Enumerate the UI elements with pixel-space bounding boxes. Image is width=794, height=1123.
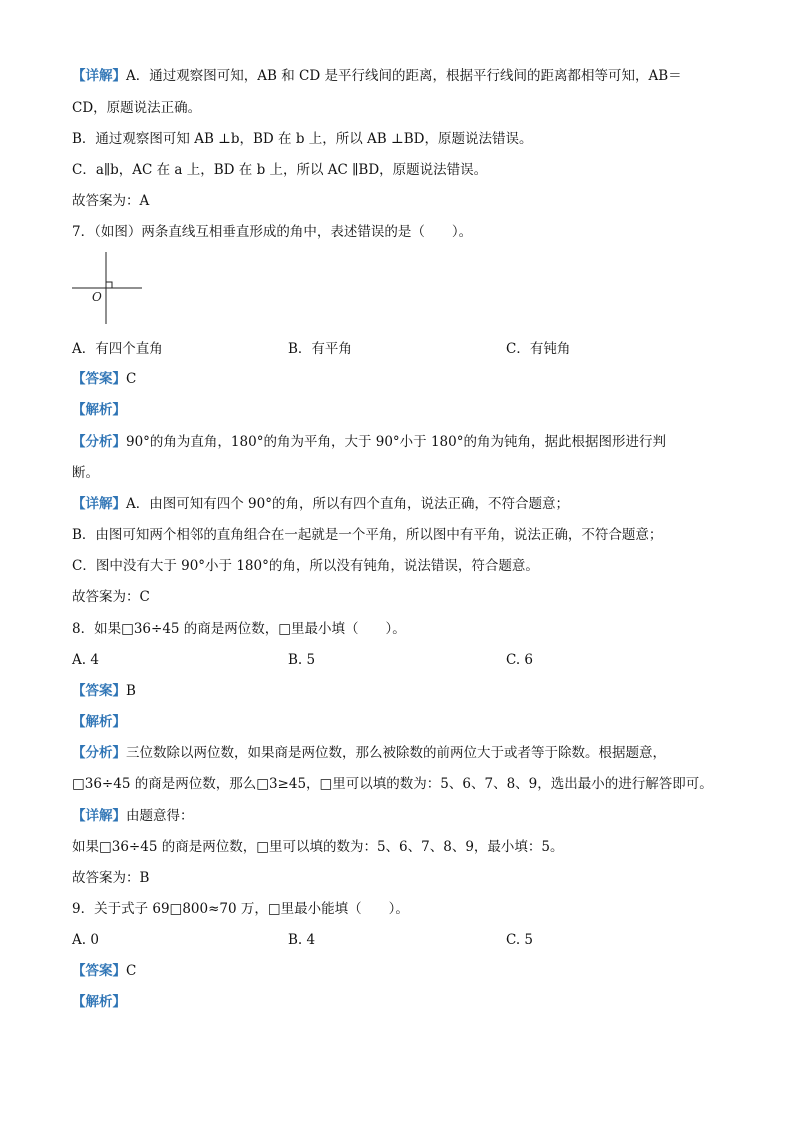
point-o-label: O [92,290,102,304]
q7-analysis-line-1: 【分析】90°的角为直角，180°的角为平角，大于 90°小于 180°的角为钝角，据此根据图形进行判 [72,434,666,450]
q8-option-a: A. 4 [72,652,99,668]
right-angle-mark [106,282,112,288]
q7-answer: 【答案】C [72,371,137,387]
q7-detail-line-2: B．由图可知两个相邻的直角组合在一起就是一个平角，所以图中有平角，说法正确，不符合题意； [72,527,663,543]
q9-option-c: C. 5 [506,932,534,948]
q8-analysis-line-1: 【分析】三位数除以两位数，如果商是两位数，那么被除数的前两位大于或者等于除数。根据题意， [72,745,666,761]
q6-detail-line-1: 【详解】A．通过观察图可知，AB 和 CD 是平行线间的距离，根据平行线间的距离都相等可知，AB＝ [72,68,682,84]
q9-option-b: B. 4 [288,932,316,948]
q7-option-c: C．有钝角 [506,341,571,357]
q7-analysis-line-2: 断。 [72,465,99,481]
q7-option-a: A．有四个直角 [72,341,163,357]
q8-analysis-line-2: □36÷45 的商是两位数，那么□3≥45，□里可以填的数为：5、6、7、8、9，选出最小的进行解答即可。 [72,776,713,792]
q8-analysis-tag: 【解析】 [72,714,126,730]
q9-analysis-tag: 【解析】 [72,994,126,1010]
q7-option-b: B．有平角 [288,341,352,357]
q8-answer: 【答案】B [72,683,136,699]
q8-option-b: B. 5 [288,652,316,668]
q8-detail-line-1: 【详解】由题意得： [72,808,194,824]
q7-detail-line-1: 【详解】A．由图可知有四个 90°的角，所以有四个直角，说法正确，不符合题意； [72,496,569,512]
detail-tag: 【详解】 [72,68,126,84]
q9-question: 9．关于式子 69□800≈70 万，□里最小能填（ ）。 [72,901,409,917]
q9-answer: 【答案】C [72,963,137,979]
q8-question: 8．如果□36÷45 的商是两位数，□里最小填（ ）。 [72,621,406,637]
q6-detail-line-2: CD，原题说法正确。 [72,100,202,116]
q8-answer-summary: 故答案为：B [72,870,150,886]
q6-detail-line-4: C．a∥b，AC 在 a 上，BD 在 b 上，所以 AC ∥BD，原题说法错误。 [72,162,488,178]
q9-option-a: A. 0 [72,932,99,948]
q8-option-c: C. 6 [506,652,534,668]
q6-detail-line-3: B．通过观察图可知 AB ⊥b，BD 在 b 上，所以 AB ⊥BD，原题说法错误。 [72,131,533,147]
q8-detail-line-2: 如果□36÷45 的商是两位数，□里可以填的数为：5、6、7、8、9，最小填：5。 [72,839,564,855]
q7-detail-line-3: C．图中没有大于 90°小于 180°的角，所以没有钝角，说法错误，符合题意。 [72,558,539,574]
q7-answer-summary: 故答案为：C [72,589,150,605]
q6-answer-summary: 故答案为：A [72,193,150,209]
q7-analysis-tag: 【解析】 [72,402,126,418]
q7-question: 7．（如图）两条直线互相垂直形成的角中，表述错误的是（ ）。 [72,224,473,240]
perpendicular-lines-figure [68,250,148,326]
